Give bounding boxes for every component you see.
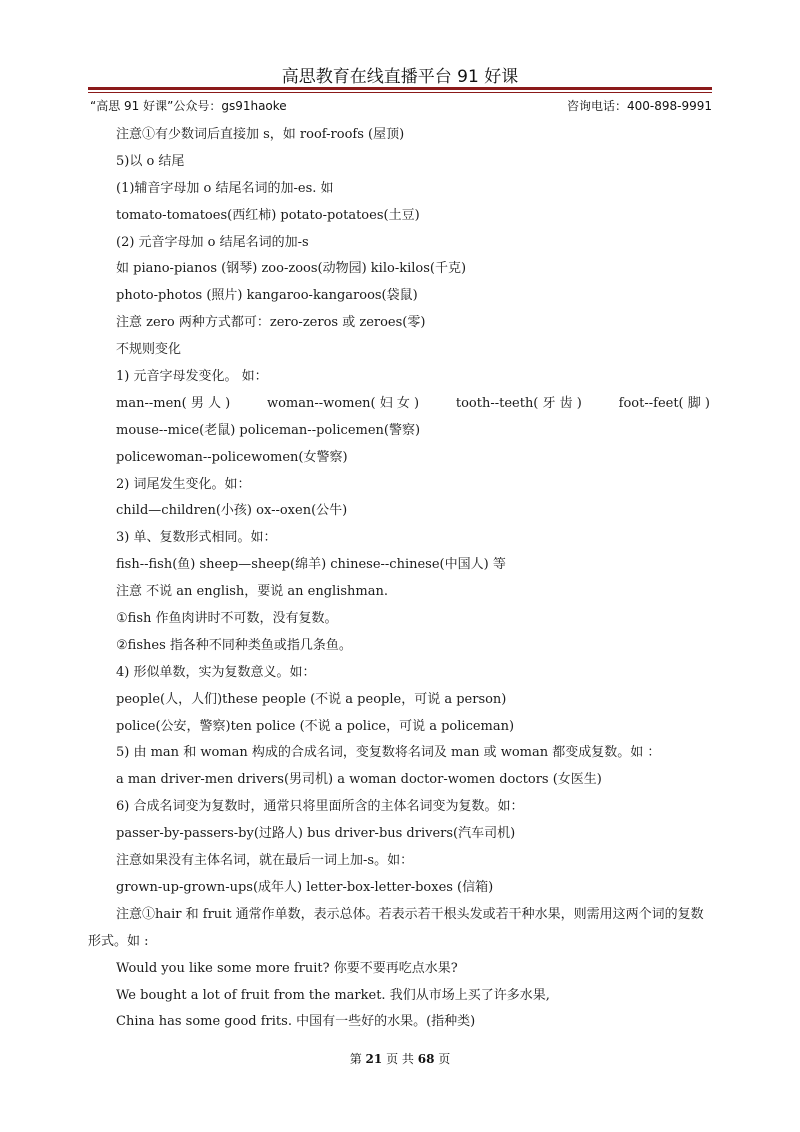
text-line: tomato-tomatoes(西红柿) potato-potatoes(土豆) [116, 207, 420, 223]
text-line: 5) 由 man 和 woman 构成的合成名词，变复数将名词及 man 或 woman 都变成复数。如 ： [116, 745, 661, 761]
text-line: fish--fish(鱼) sheep—sheep(绵羊) chinese--chinese(中国人) 等 [116, 557, 506, 573]
text-line: child—children(小孩) ox--oxen(公牛) [116, 503, 348, 519]
text-line: Would you like some more fruit? 你要不要再吃点水果? [116, 960, 458, 976]
text-line: photo-photos (照片) kangaroo-kangaroos(袋鼠) [116, 288, 418, 304]
text-line: 注意 不说 an english，要说 an englishman. [116, 584, 388, 600]
text-line: 如 piano-pianos (钢琴) zoo-zoos(动物园) kilo-kilos(千克) [116, 261, 467, 277]
section-heading: 不规则变化 [116, 342, 182, 358]
footer-prefix: 第 [349, 1052, 362, 1066]
document-body [88, 122, 714, 1036]
text-line: 注意如果没有主体名词，就在最后一词上加-s。如： [116, 853, 414, 869]
header-phone: 咨询电话：400-898-9991 [566, 99, 712, 113]
text-line: 1) 元音字母发变化。 如： [116, 369, 268, 385]
text-line: police(公安，警察)ten police (不说 a police，可说 a policeman) [116, 718, 515, 734]
text-line: 2) 词尾发生变化。如： [116, 476, 251, 492]
note-paragraph: 注意①hair 和 fruit 通常作单数，表示总体。若表示若干根头发或若干种水果，则需用这两个词的复数形式。如 : [88, 906, 704, 949]
text-line: (1)辅音字母加 o 结尾名词的加-es. 如 [116, 180, 334, 196]
text-line: (2) 元音字母加 o 结尾名词的加-s [116, 234, 309, 250]
text-line: a man driver-men drivers(男司机) a woman doctor-women doctors (女医生) [116, 772, 602, 788]
text-line: mouse--mice(老鼠) policeman--policemen(警察) [116, 422, 421, 438]
example-item: tooth--teeth( 牙 齿 ) [455, 395, 582, 411]
text-line: passer-by-passers-by(过路人) bus driver-bus drivers(汽车司机) [116, 826, 516, 842]
example-item: woman--women( 妇 女 ) [266, 395, 420, 411]
text-line: 4) 形似单数，实为复数意义。如： [116, 664, 316, 680]
text-line: 注意①有少数词后直接加 s，如 roof-roofs (屋顶) [116, 127, 405, 142]
text-line: 注意 zero 两种方式都可：zero-zeros 或 zeroes(零) [116, 315, 426, 331]
text-line: people(人，人们)these people (不说 a people，可说 a person) [116, 691, 507, 707]
footer-suffix: 页 [438, 1052, 451, 1066]
text-line: 6) 合成名词变为复数时，通常只将里面所含的主体名词变为复数。如： [116, 799, 524, 815]
example-item: foot--feet( 脚 ) [618, 395, 710, 411]
example-row [88, 391, 714, 418]
text-line: We bought a lot of fruit from the market. 我们从市场上买了许多水果, [116, 987, 550, 1003]
header-wechat-account: “高思 91 好课”公众号：gs91haoke [90, 99, 287, 113]
page-number: 21 [365, 1052, 383, 1066]
header-title: 高思教育在线直播平台 91 好课 [281, 67, 519, 87]
text-line: ②fishes 指各种不同种类鱼或指几条鱼。 [116, 637, 352, 653]
header-rule-thin [88, 92, 712, 93]
page-footer [0, 1050, 800, 1067]
text-line: ①fish 作鱼肉讲时不可数，没有复数。 [116, 611, 338, 627]
text-line: policewoman--policewomen(女警察) [116, 449, 348, 465]
text-line: 5)以 o 结尾 [116, 153, 185, 169]
page-total: 68 [417, 1052, 435, 1066]
text-line: China has some good frits. 中国有一些好的水果。(指种类) [116, 1014, 476, 1030]
header-rule-thick [88, 87, 712, 90]
text-line: 3) 单、复数形式相同。如： [116, 530, 277, 546]
example-item: man--men( 男 人 ) [116, 395, 231, 411]
text-line: grown-up-grown-ups(成年人) letter-box-letter-boxes (信箱) [116, 879, 494, 895]
footer-middle: 页 共 [386, 1052, 414, 1066]
